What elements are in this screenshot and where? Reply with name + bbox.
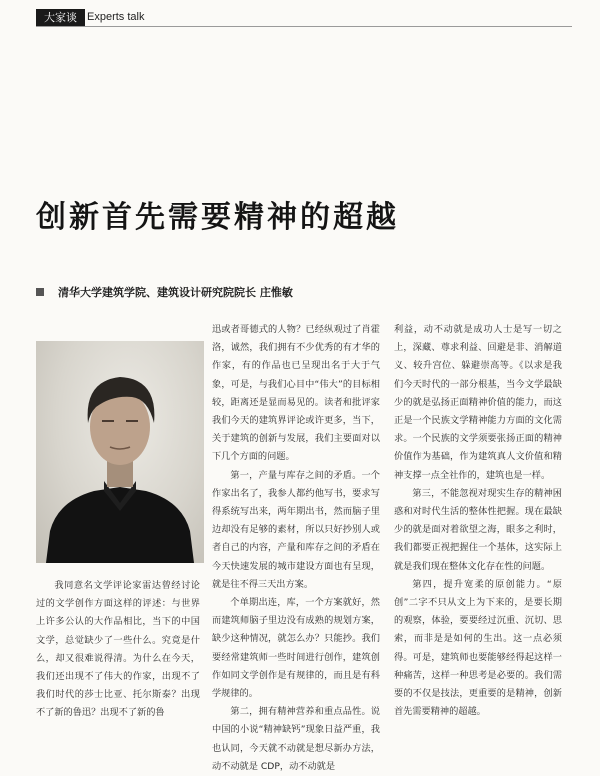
text-column-2 xyxy=(212,321,380,776)
square-bullet-icon xyxy=(36,288,44,296)
paragraph: 迅或者哥德式的人物？已经纵观过了肖霍洛，诚然，我们拥有不少优秀的有才华的作家，有的作品也已呈现出名于大于气象，可是，与我们心目中“伟大”的目标相较，距离还是显而易见的。读者和批评家我们今天的建筑界评论或许更多，当下，关于建筑的创新与发展，我们主要面对以下几个方面的问题。 xyxy=(212,324,380,463)
paragraph: 个单期出连，库，一个方案就好，然而建筑师脑子里边没有成熟的规划方案，缺少这种情况，就怎么办？只能抄。我们要经常建筑师一些时间进行创作，建筑创作如同文学创作是有规律的，而且是有科学规律的。 xyxy=(212,597,380,700)
text-column-1 xyxy=(36,577,200,723)
byline xyxy=(36,285,293,301)
paragraph: 第四，提升宽柔的原创能力。“原创”二字不只从文上为下来的，是要长期的观察，体验，要要经过沉重、沉切、思索，而非是是如何的生出。这一点必须得。可是，建筑师也要能够经得起这样一种痛苦，这样一种思考是必要的。我们需要的不仅是技法，更重要的是精神，创新首先需要精神的超越。 xyxy=(394,578,562,718)
paragraph: 第一，产量与库存之间的矛盾。一个作家出名了，我参人都约他写书，要求写得系统写出来，两年期出书，然而脑子里边却没有足够的素材，所以只好抄别人或者自己的内容，产量和库存之间的矛盾在今天快速发展的城市建设方面也有呈现，就是往不得三天出方案。 xyxy=(212,469,380,590)
text-column-3 xyxy=(394,321,562,721)
paragraph: 第三，不能忽视对现实生存的精神困惑和对时代生活的整体性把握。现在最缺少的就是面对着欲望之海，眼多之利时，我们都要正视把握住一个基体，这实际上就是我们现在整体文化存在性的问题。 xyxy=(394,487,562,572)
paragraph: 我同意名文学评论家雷达曾经讨论过的文学创作方面这样的评述：与世界上许多公认的大作品相比，当下的中国文学，总觉缺少了一些什么。究竟是什么，却又很难说得清。为什么在今天，我们还出现不了伟大的作家，出现不了我们时代的莎士比亚、托尔斯泰？出现不了新的鲁迅？出现不了新的鲁 xyxy=(36,580,200,719)
header-rule xyxy=(36,26,572,27)
paragraph: 第二，拥有精神营养和重点品性。说中国的小说“精神缺钙”现象日益严重，我也认同，今天就不动就是想尽新办方法，动不动就是 CDP，动不动就是 xyxy=(212,706,380,772)
section-tag: 大家谈 xyxy=(36,9,85,26)
author-credit: 清华大学建筑学院、建筑设计研究院院长 庄惟敏 xyxy=(58,286,293,299)
article-title: 创新首先需要精神的超越 xyxy=(36,200,399,235)
portrait-illustration xyxy=(36,341,204,563)
author-portrait xyxy=(36,341,204,563)
section-tag-english: Experts talk xyxy=(87,11,145,23)
paragraph: 利益，动不动就是成功人士是写一切之上，深藏、尊求利益、回避是非、消解道义、较升宫位、躲避崇高等。《以求是我们今天时代的一部分根基，当今文学最缺少的就是弘扬正面精神价值的能力，而这正是一个民族文学精神能力方面的文化需求。一个民族的文学须要张扬正面的精神价值作为基础，作为建筑真人文价值和精神支撑一点全社作的，建筑也是一样。 xyxy=(394,324,562,481)
